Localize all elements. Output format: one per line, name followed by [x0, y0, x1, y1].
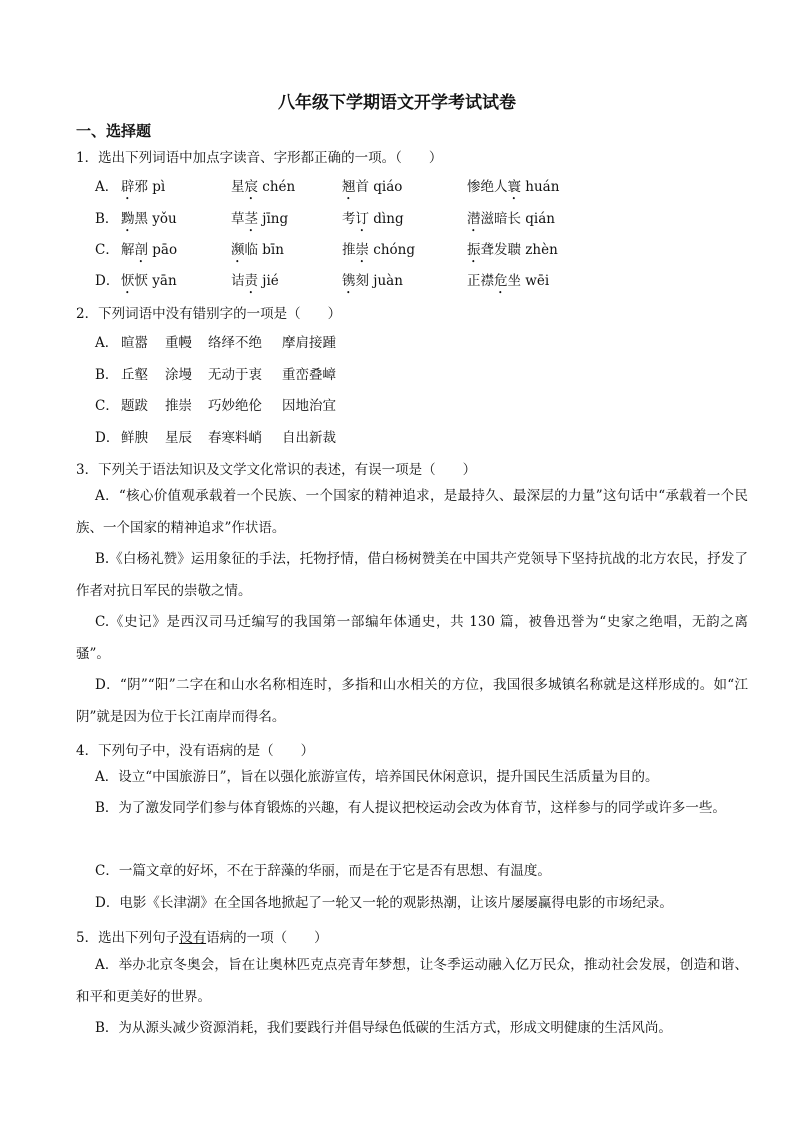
- question-1-option-word: [231, 207, 288, 235]
- question-2-option-word: 星辰: [165, 430, 192, 446]
- dotted-character: 剖: [134, 242, 148, 258]
- question-5-stem-emphasis: 没有: [179, 930, 207, 946]
- question-1-option-word: [467, 269, 549, 297]
- dotted-character: 恹: [121, 273, 135, 289]
- question-2-option-word: 络绎不绝: [208, 335, 262, 351]
- word-part: 惨绝人: [467, 179, 508, 195]
- dotted-character: 镌: [342, 273, 356, 289]
- question-2-option-label: B．: [95, 367, 119, 383]
- dotted-character: 订: [355, 211, 369, 227]
- question-1-option-word: [342, 207, 404, 235]
- word-part: pāo: [148, 242, 178, 258]
- question-1-option-word: [467, 207, 555, 235]
- question-2-option-word: 推崇: [165, 398, 192, 414]
- question-2-option-word: 鲜腴: [121, 430, 148, 446]
- word-part: jīng: [258, 211, 289, 227]
- word-part: 考: [342, 211, 356, 227]
- question-1-option-word: [121, 269, 177, 297]
- question-1-option-word: [231, 269, 279, 297]
- question-2-option-word: 巧妙绝伦: [208, 398, 262, 414]
- question-5-stem: [76, 926, 328, 946]
- word-part: 诘: [231, 273, 245, 289]
- question-3-option-a: A．“核心价值观承载着一个民族、一个国家的精神追求，是最持久、最深层的力量”这句话中“承载着一个民族、一个国家的精神追求”作状语。: [76, 488, 748, 536]
- word-part: dìng: [369, 211, 404, 227]
- word-part: 黑 yǒu: [134, 211, 177, 227]
- question-1-option-word: [121, 175, 165, 203]
- question-4-option-d: D．电影《长津湖》在全国各地掀起了一轮又一轮的观影热潮，让该片屡屡赢得电影的市场纪录。: [95, 895, 673, 911]
- dotted-character: 崇: [355, 242, 369, 258]
- word-part: 邪 pì: [134, 179, 166, 195]
- question-4-option-a: A．设立“中国旅游日”，旨在以强化旅游宣传，培养国民休闲意识，提升国民生活质量为目的。: [95, 769, 659, 785]
- question-4-stem: 4．下列句子中，没有语病的是（ ）: [76, 743, 315, 759]
- dotted-character: 振: [467, 242, 481, 258]
- question-1-option-word: [467, 175, 559, 203]
- question-1-option-label: A．: [95, 179, 119, 195]
- dotted-character: 寰: [507, 179, 521, 195]
- word-part: 刻 juàn: [355, 273, 403, 289]
- question-1-option-word: [121, 207, 177, 235]
- question-2-option-word: 重峦叠嶂: [282, 367, 336, 383]
- dotted-character: 濒: [231, 242, 245, 258]
- dotted-character: 宸: [244, 179, 258, 195]
- question-2-option-word: 春寒料峭: [208, 430, 262, 446]
- question-1-option-word: [467, 238, 558, 266]
- question-2-option-label: C．: [95, 398, 119, 414]
- word-part: 推: [342, 242, 356, 258]
- word-part: 星: [231, 179, 245, 195]
- question-1-option-label: C．: [95, 242, 119, 258]
- word-part: 坐 wēi: [507, 273, 550, 289]
- question-2-option-label: D．: [95, 430, 120, 446]
- question-4-option-c: C．一篇文章的好坏，不在于辞藻的华丽，而是在于它是否有思想、有温度。: [95, 863, 551, 879]
- question-2-option-word: 重幔: [165, 335, 192, 351]
- question-3-option-b: B.《白杨礼赞》运用象征的手法，托物抒情，借白杨树赞美在中国共产党领导下坚持抗战的北方农民，抒发了作者对抗日军民的崇敬之情。: [76, 551, 748, 599]
- question-1-option-label: D．: [95, 273, 120, 289]
- word-part: 首 qiáo: [355, 179, 403, 195]
- word-part: 正襟: [467, 273, 494, 289]
- word-part: 草: [231, 211, 245, 227]
- question-1-option-label: B．: [95, 211, 119, 227]
- question-2-stem: 2．下列词语中没有错别字的一项是（ ）: [76, 306, 342, 322]
- question-2-option-word: 涂墁: [165, 367, 192, 383]
- question-1-option-word: [231, 238, 284, 266]
- word-part: jié: [258, 273, 279, 289]
- question-5-stem-end: 语病的一项（ ）: [206, 930, 328, 946]
- dotted-character: 危: [494, 273, 508, 289]
- question-1-option-word: [231, 175, 295, 203]
- question-2-option-word: 自出新裁: [282, 430, 336, 446]
- page-title: 八年级下学期语文开学考试试卷: [278, 93, 516, 113]
- question-2-option-word: 丘壑: [121, 367, 148, 383]
- question-2-option-label: A．: [95, 335, 119, 351]
- dotted-character: 黝: [121, 211, 135, 227]
- question-2-option-word: 题跋: [121, 398, 148, 414]
- word-part: 滋暗长 qián: [480, 211, 555, 227]
- question-1-stem: 1．选出下列词语中加点字读音、字形都正确的一项。（ ）: [76, 150, 443, 166]
- question-1-option-word: [342, 269, 403, 297]
- question-3-option-c: C.《史记》是西汉司马迁编写的我国第一部编年体通史，共 130 篇，被鲁迅誉为“史家之绝唱，无韵之离骚”。: [76, 614, 748, 662]
- question-2-option-word: 因地治宜: [282, 398, 336, 414]
- question-1-option-word: [342, 175, 402, 203]
- word-part: 解: [121, 242, 135, 258]
- question-4-option-b: B．为了激发同学们参与体育锻炼的兴趣，有人提议把校运动会改为体育节，这样参与的同学或许多一些。: [95, 800, 726, 816]
- word-part: 聋发聩 zhèn: [480, 242, 558, 258]
- question-2-option-word: 暄嚣: [121, 335, 148, 351]
- section-heading: 一、选择题: [76, 122, 152, 140]
- word-part: 临 bīn: [244, 242, 284, 258]
- dotted-character: 翘: [342, 179, 356, 195]
- question-5-option-a: A．举办北京冬奥会，旨在让奥林匹克点亮青年梦想，让冬季运动融入亿万民众，推动社会发展，创造和谐、和平和更美好的世界。: [76, 957, 748, 1005]
- dotted-character: 责: [244, 273, 258, 289]
- word-part: 恹 yān: [134, 273, 177, 289]
- dotted-character: 茎: [244, 211, 258, 227]
- question-5-option-b: B．为从源头减少资源消耗，我们要践行并倡导绿色低碳的生活方式，形成文明健康的生活风尚。: [95, 1020, 672, 1036]
- question-2-option-word: 摩肩接踵: [282, 335, 336, 351]
- question-2-option-word: 无动于衷: [208, 367, 262, 383]
- question-3-option-d: D．“阴”“阳”二字在和山水名称相连时，多指和山水相关的方位，我国很多城镇名称就是这样形成的。如“江阴”就是因为位于长江南岸而得名。: [76, 677, 748, 725]
- word-part: chén: [258, 179, 296, 195]
- question-3-stem: 3．下列关于语法知识及文学文化常识的表述，有误一项是（ ）: [76, 462, 477, 478]
- word-part: huán: [521, 179, 560, 195]
- dotted-character: 潜: [467, 211, 481, 227]
- question-5-stem-start: 5．选出下列句子: [76, 930, 180, 946]
- question-1-option-word: [342, 238, 415, 266]
- dotted-character: 辟: [121, 179, 135, 195]
- word-part: chóng: [369, 242, 416, 258]
- question-1-option-word: [121, 238, 177, 266]
